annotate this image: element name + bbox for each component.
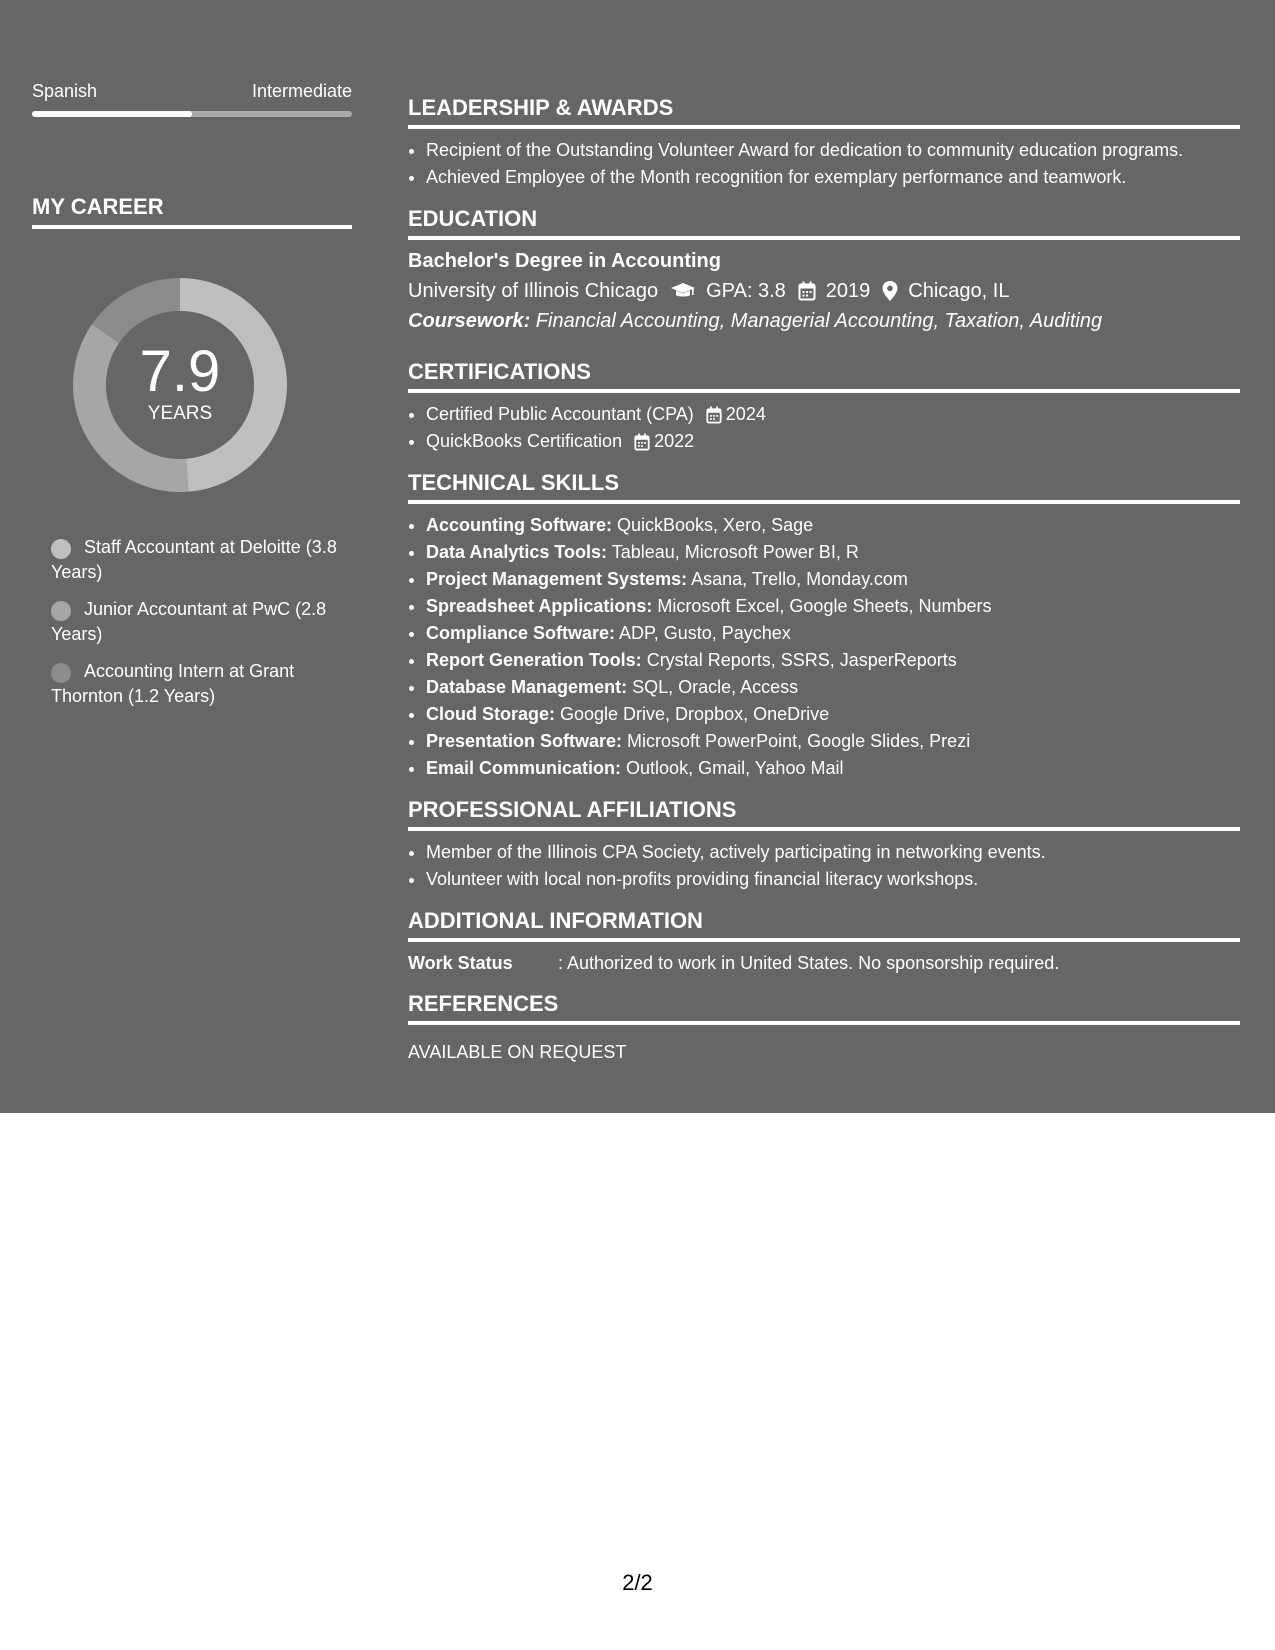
certifications-heading: CERTIFICATIONS — [408, 358, 1240, 393]
skill-value: ADP, Gusto, Paychex — [615, 623, 791, 643]
additional-info-section — [408, 907, 1240, 976]
education-heading: EDUCATION — [408, 205, 1240, 240]
calendar-icon — [634, 433, 650, 451]
list-item — [426, 428, 1240, 455]
career-legend-item — [51, 597, 341, 647]
legend-dot-icon — [51, 663, 71, 683]
list-item — [426, 593, 1240, 620]
graduation-year: 2019 — [825, 280, 871, 302]
school-name: University of Illinois Chicago — [408, 280, 659, 302]
legend-dot-icon — [51, 601, 71, 621]
skill-value: Outlook, Gmail, Yahoo Mail — [621, 758, 844, 778]
list-item — [426, 728, 1240, 755]
graduation-cap-icon — [670, 282, 696, 300]
skill-label: Report Generation Tools: — [426, 650, 642, 670]
skill-label: Presentation Software: — [426, 731, 623, 751]
certification-name: • Certified Public Accountant (CPA) — [426, 404, 694, 424]
list-item — [426, 620, 1240, 647]
references-text: AVAILABLE ON REQUEST — [408, 1042, 627, 1062]
skill-label: Spreadsheet Applications: — [426, 596, 653, 616]
location-pin-icon — [882, 281, 898, 301]
career-legend — [51, 535, 341, 709]
skill-value: SQL, Oracle, Access — [627, 677, 799, 697]
skills-list — [408, 512, 1240, 782]
career-donut-chart — [66, 271, 294, 499]
career-legend-text: Junior Accountant at PwC (2.8 Years) — [51, 599, 327, 644]
leadership-section — [408, 94, 1240, 191]
affiliations-section — [408, 796, 1240, 893]
skill-value: QuickBooks, Xero, Sage — [612, 515, 814, 535]
skill-value: Google Drive, Dropbox, OneDrive — [555, 704, 830, 724]
language-name: Spanish — [32, 81, 98, 101]
career-total-unit: YEARS — [147, 403, 213, 424]
skill-value: Microsoft PowerPoint, Google Slides, Prezi — [622, 731, 971, 751]
page-number: 2/2 — [622, 1570, 653, 1595]
career-heading: MY CAREER — [32, 193, 352, 229]
list-item: • Member of the Illinois CPA Society, actively participating in networking events. — [426, 839, 1240, 866]
calendar-icon — [798, 281, 816, 301]
career-legend-item — [51, 535, 341, 585]
list-item — [426, 401, 1240, 428]
list-item: • Volunteer with local non-profits providing financial literacy workshops. — [426, 866, 1240, 893]
career-legend-text: Staff Accountant at Deloitte (3.8 Years) — [51, 537, 337, 582]
skill-value: Asana, Trello, Monday.com — [687, 569, 908, 589]
skill-value: Microsoft Excel, Google Sheets, Numbers — [652, 596, 992, 616]
main-column — [408, 94, 1240, 1079]
list-item — [426, 674, 1240, 701]
affiliations-heading: PROFESSIONAL AFFILIATIONS — [408, 796, 1240, 831]
language-proficiency-bar — [32, 111, 352, 117]
skill-label: Database Management: — [426, 677, 628, 697]
career-total-years: 7.9 — [139, 339, 221, 404]
skill-label: Compliance Software: — [426, 623, 616, 643]
skills-heading: TECHNICAL SKILLS — [408, 469, 1240, 504]
certifications-section — [408, 358, 1240, 455]
calendar-icon — [706, 406, 722, 424]
work-status-value: : Authorized to work in United States. No sponsorship required. — [558, 953, 1060, 973]
education-section — [408, 205, 1240, 336]
coursework-list: Financial Accounting, Managerial Accounting, Taxation, Auditing — [530, 310, 1103, 332]
work-status-row — [408, 950, 1240, 976]
list-item — [426, 701, 1240, 728]
list-item — [426, 539, 1240, 566]
coursework — [408, 306, 1240, 336]
career-legend-text: Accounting Intern at Grant Thornton (1.2 Years) — [51, 661, 295, 706]
leadership-heading: LEADERSHIP & AWARDS — [408, 94, 1240, 129]
references-section — [408, 990, 1240, 1065]
degree-title: Bachelor's Degree in Accounting — [408, 250, 721, 272]
list-item: • Achieved Employee of the Month recognition for exemplary performance and teamwork. — [426, 164, 1240, 191]
language-row — [32, 80, 352, 102]
skill-value: Crystal Reports, SSRS, JasperReports — [641, 650, 957, 670]
school-location: Chicago, IL — [908, 280, 1010, 302]
list-item — [426, 755, 1240, 782]
skill-label: Data Analytics Tools: — [426, 542, 608, 562]
coursework-label: Coursework: — [408, 310, 531, 332]
list-item — [426, 566, 1240, 593]
additional-info-heading: ADDITIONAL INFORMATION — [408, 907, 1240, 942]
language-level: Intermediate — [251, 81, 352, 101]
skill-label: Email Communication: — [426, 758, 622, 778]
skill-label: Project Management Systems: — [426, 569, 688, 589]
career-legend-item — [51, 659, 341, 709]
gpa: GPA: 3.8 — [706, 280, 786, 302]
certification-year: 2022 — [654, 431, 695, 451]
certification-year: 2024 — [725, 404, 766, 424]
language-proficiency-fill — [32, 111, 192, 117]
list-item: • Recipient of the Outstanding Volunteer Award for dedication to community education programs. — [426, 137, 1240, 164]
list-item — [426, 647, 1240, 674]
certifications-list — [408, 401, 1240, 455]
donut-center — [66, 271, 294, 499]
legend-dot-icon — [51, 539, 71, 559]
skill-label: Accounting Software: — [426, 515, 613, 535]
leadership-list — [408, 137, 1240, 191]
education-details — [408, 276, 1240, 306]
skill-value: Tableau, Microsoft Power BI, R — [607, 542, 859, 562]
certification-name: • QuickBooks Certification — [426, 431, 623, 451]
skill-label: Cloud Storage: — [426, 704, 555, 724]
sidebar — [32, 80, 352, 721]
affiliations-list — [408, 839, 1240, 893]
work-status-label: Work Status — [408, 953, 513, 973]
list-item — [426, 512, 1240, 539]
references-heading: REFERENCES — [408, 990, 1240, 1025]
skills-section — [408, 469, 1240, 782]
